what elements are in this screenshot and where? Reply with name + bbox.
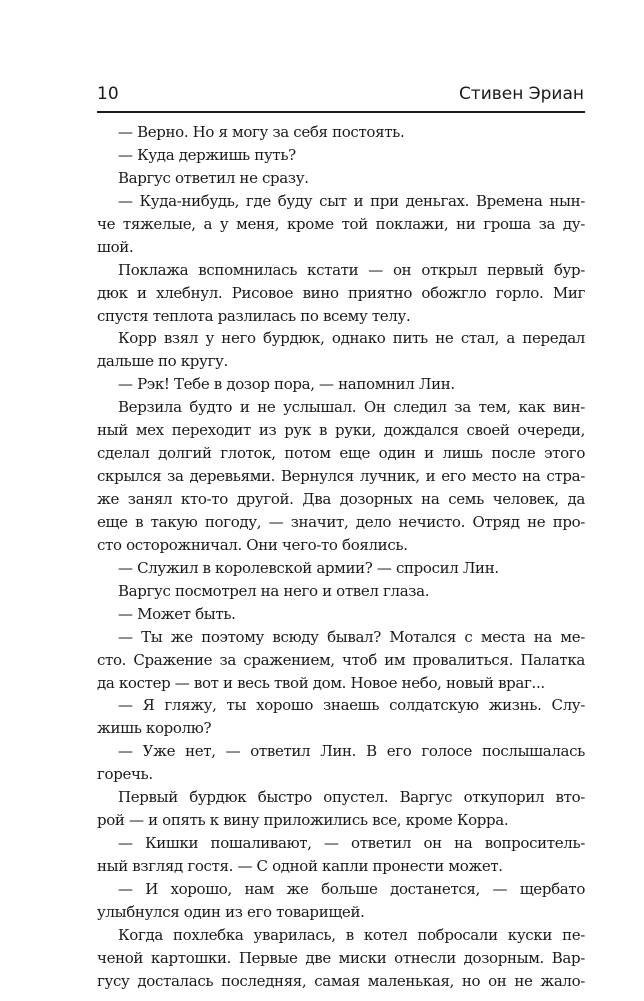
text-line: че тяжелые, а у меня, кроме той поклажи, ни гроша за ду- (97, 214, 585, 233)
text-line: жишь королю? (97, 719, 212, 738)
text-line: — Может быть. (118, 604, 236, 623)
header-rule (97, 111, 585, 113)
text-line: сто осторожничал. Они чего-то боялись. (97, 535, 408, 554)
text-line: Корр взял у него бурдюк, однако пить не стал, а передал (118, 329, 585, 348)
text-line: шой. (97, 237, 134, 256)
text-line: — Служил в королевской армии? — спросил Лин. (118, 558, 499, 577)
text-line: же занял кто-то другой. Два дозорных на семь человек, да (97, 490, 585, 508)
text-line: ный мех переходит из рук в руки, дождался своей очереди, (97, 421, 585, 440)
text-line: горечь. (97, 765, 153, 784)
text-line: дюк и хлебнул. Рисовое вино приятно обожгло горло. Миг (97, 283, 585, 302)
text-line: — И хорошо, нам же больше достанется, — щербато (118, 879, 585, 898)
text-line: гусу досталась последняя, самая маленькая, но он не жало- (97, 971, 585, 990)
text-line: Верзила будто и не услышал. Он следил за тем, как вин- (118, 398, 585, 417)
text-line: скрылся за деревьями. Вернулся лучник, и его место на стра- (97, 467, 585, 486)
text-line: рой — и опять к вину приложились все, кроме Корра. (97, 811, 509, 830)
text-line: Первый бурдюк быстро опустел. Варгус откупорил вто- (118, 788, 585, 807)
text-line: — Ты же поэтому всюду бывал? Мотался с места на ме- (118, 627, 585, 646)
text-line: еще в такую погоду, — значит, дело нечисто. Отряд не про- (97, 512, 585, 531)
text-line: улыбнулся один из его товарищей. (97, 902, 365, 921)
text-line: сделал долгий глоток, потом еще один и лишь после этого (97, 444, 585, 463)
text-line: Когда похлебка уварилась, в котел побросали куски пе- (118, 925, 585, 944)
text-line: сто. Сражение за сражением, чтоб им провалиться. Палатка (97, 650, 585, 669)
body-text (97, 121, 585, 993)
text-line: — Куда держишь путь? (118, 145, 296, 164)
text-line: дальше по кругу. (97, 352, 228, 371)
text-line: — Рэк! Тебе в дозор пора, — напомнил Лин. (118, 375, 455, 394)
text-line: ченой картошки. Первые две миски отнесли дозорным. Вар- (97, 948, 585, 967)
text-line: — Верно. Но я могу за себя постоять. (118, 123, 405, 141)
text-line: Поклажа вспомнилась кстати — он открыл первый бур- (118, 260, 585, 279)
page-header (97, 84, 584, 108)
text-line: — Я гляжу, ты хорошо знаешь солдатскую жизнь. Слу- (118, 696, 585, 715)
text-line: — Уже нет, — ответил Лин. В его голосе послышалась (118, 742, 585, 761)
text-line: да костер — вот и весь твой дом. Новое небо, новый враг... (97, 673, 545, 692)
text-line: — Кишки пошаливают, — ответил он на вопроситель- (118, 834, 585, 853)
text-line: Варгус посмотрел на него и отвел глаза. (118, 581, 430, 600)
text-line: — Куда-нибудь, где буду сыт и при деньгах. Времена нын- (118, 191, 585, 210)
text-line: ный взгляд гостя. — С одной капли пронести может. (97, 857, 503, 875)
running-head-author: Стивен Эриан (458, 84, 584, 104)
text-line: спустя теплота разлилась по всему телу. (97, 306, 411, 325)
page-number: 10 (97, 84, 119, 104)
text-line: Варгус ответил не сразу. (118, 168, 309, 187)
